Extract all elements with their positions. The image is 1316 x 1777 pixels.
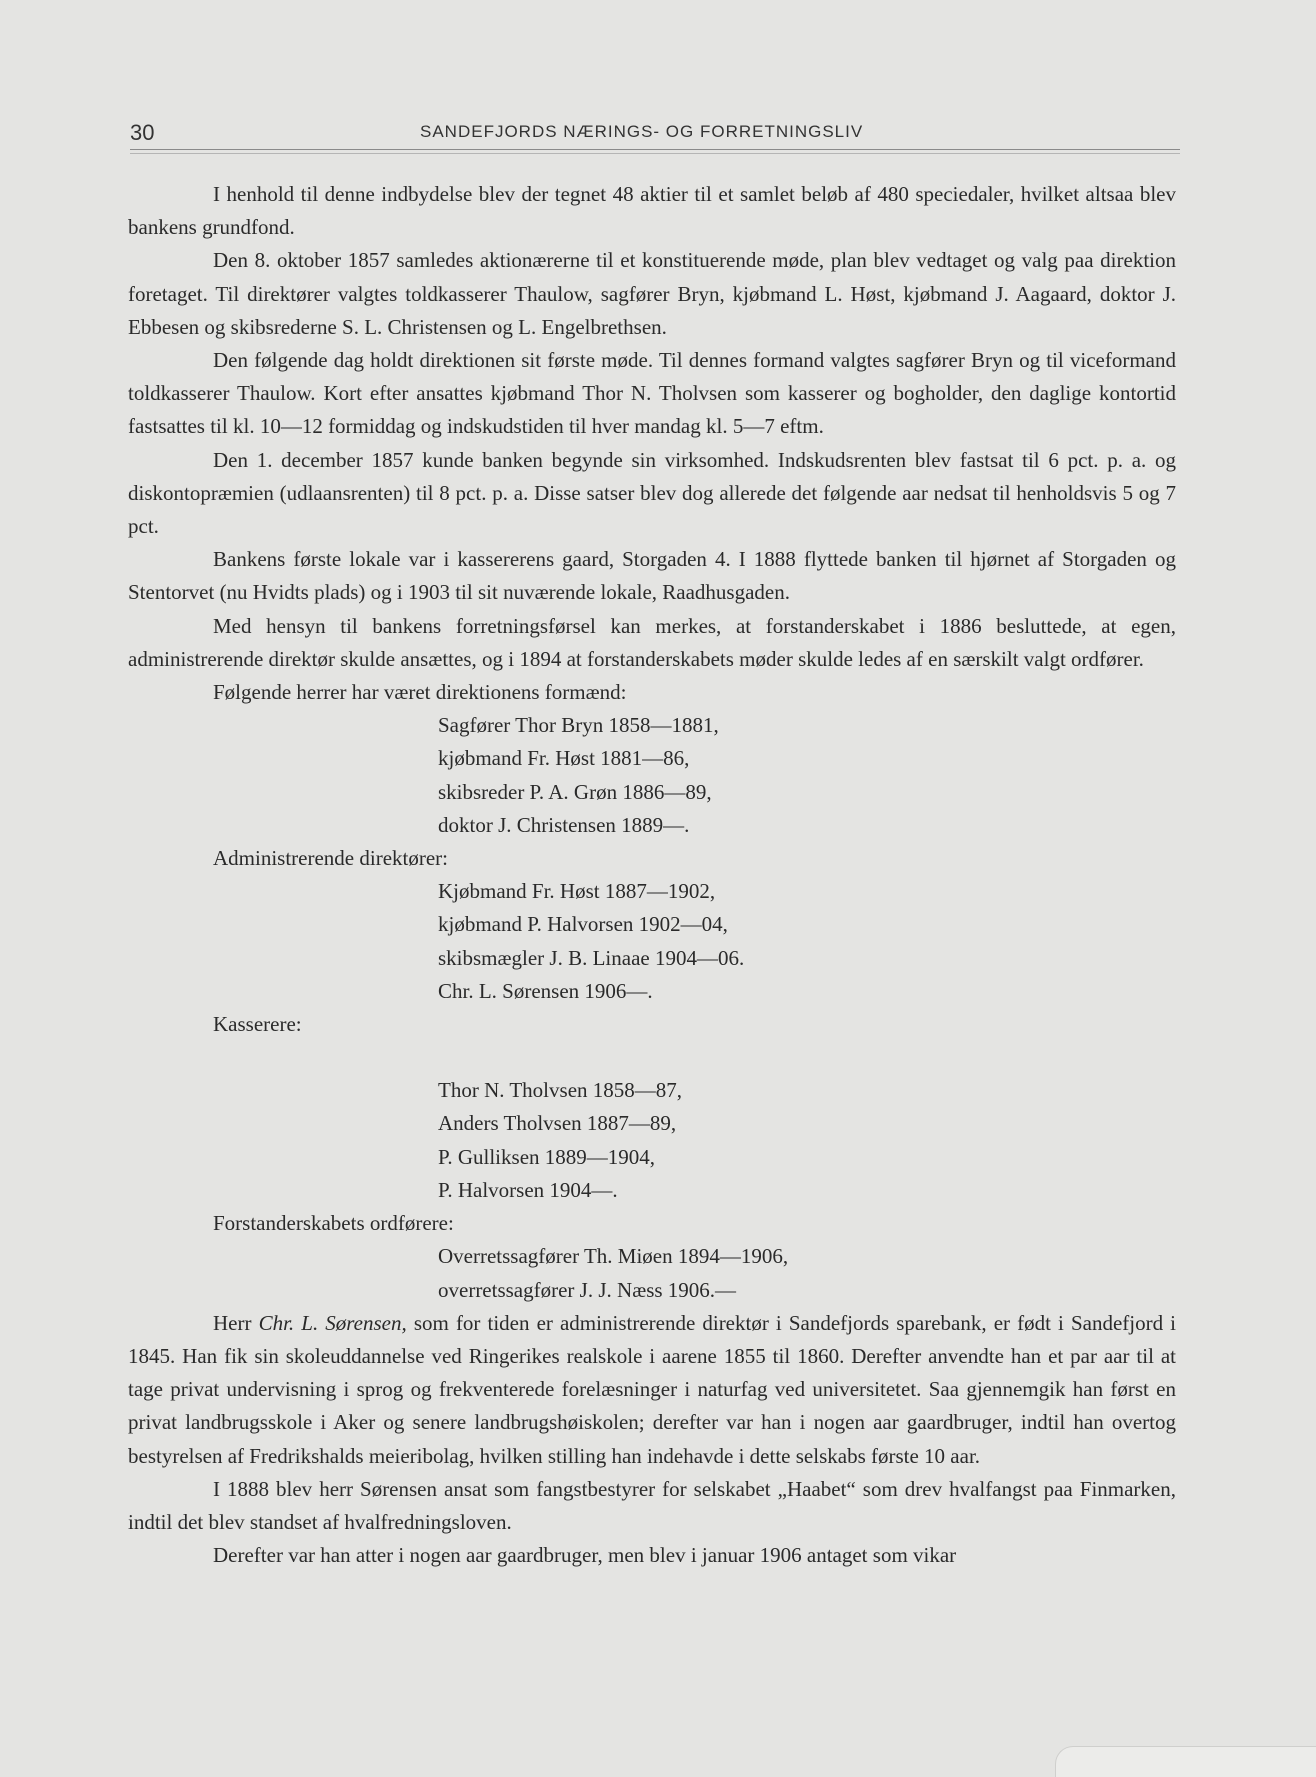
- paragraph-sorensen: [128, 1307, 1176, 1473]
- ordforere-list: [128, 1240, 1176, 1306]
- paragraph-rest: som for tiden er administrerende direktør i Sandefjords sparebank, er født i Sandefjord i 1845. Han fik sin skoleuddannelse ved Ringerikes realskole i aarene 1855 til 1860. Derefter anvendte han et par aar til at tage privat undervisning i sprog og frekventerede forelæsninger i naturfag ved universitetet. Saa gjennemgik han først en privat landbrugsskole i Aker og senere landbrugshøiskolen; derefter var han i nogen aar gaardbruger, indtil han overtog bestyrelsen af Fredrikshalds meieribolag, hvilken stilling han indehavde i dette selskabs første 10 aar.: [128, 1310, 1177, 1468]
- page-number: 30: [130, 120, 155, 145]
- kasserere-list: [128, 1074, 1176, 1207]
- body-text: [128, 178, 1176, 1572]
- scan-corner-edge: [1055, 1746, 1316, 1777]
- list-item: P. Halvorsen 1904—.: [438, 1177, 618, 1202]
- paragraph-start: Herr: [213, 1310, 252, 1335]
- list-item: skibsreder P. A. Grøn 1886—89,: [438, 779, 712, 804]
- paragraph: Den 8. oktober 1857 samledes aktionærerne til et konstituerende møde, plan blev vedtaget og valg paa direktion foretaget. Til direktører valgtes toldkasserer Thaulow, sagfører Bryn, kjøbmand L. Høst, kjøbmand J. Aagaard, doktor J. Ebbesen og skibsrederne S. L. Christensen og L. Engelbrethsen.: [128, 248, 1176, 339]
- paragraph: Derefter var han atter i nogen aar gaardbruger, men blev i januar 1906 antaget som vikar: [213, 1543, 957, 1568]
- paragraph: I henhold til denne indbydelse blev der tegnet 48 aktier til et samlet beløb af 480 speciedaler, hvilket altsaa blev bankens grundfond.: [128, 182, 1176, 240]
- paragraph: Med hensyn til bankens forretningsførsel kan merkes, at forstanderskabet i 1886 besluttede, at egen, administrerende direktør skulde ansættes, og i 1894 at forstanderskabets møder skulde ledes af en særskilt valgt ordfører.: [128, 613, 1176, 671]
- direktorer-label: Administrerende direktører:: [213, 846, 448, 871]
- formaend-list: [128, 709, 1176, 842]
- paragraph: Den følgende dag holdt direktionen sit første møde. Til dennes formand valgtes sagfører Bryn og til viceformand toldkasserer Thaulow. Kort efter ansattes kjøbmand Thor N. Tholvsen som kasserer og bogholder, den daglige kontortid fastsattes til kl. 10—12 formiddag og indskudstiden til hver mandag kl. 5—7 eftm.: [128, 348, 1176, 439]
- paragraph: Den 1. december 1857 kunde banken begynde sin virksomhed. Indskudsrenten blev fastsat til 6 pct. p. a. og diskontopræmien (udlaansrenten) til 8 pct. p. a. Disse satser blev dog allerede det følgende aar nedsat til henholdsvis 5 og 7 pct.: [128, 447, 1176, 539]
- list-item: kjøbmand Fr. Høst 1881—86,: [438, 746, 690, 771]
- list-item: Kjøbmand Fr. Høst 1887—1902,: [438, 879, 716, 904]
- spacer: [128, 1041, 1176, 1074]
- header-rule-secondary: [130, 153, 1180, 154]
- direktorer-list: [128, 875, 1176, 1008]
- running-title: SANDEFJORDS NÆRINGS- OG FORRETNINGSLIV: [420, 122, 864, 141]
- page-header: [130, 120, 1180, 150]
- list-item: Overretssagfører Th. Miøen 1894—1906,: [438, 1244, 789, 1269]
- list-item: overretssagfører J. J. Næss 1906.—: [438, 1277, 737, 1302]
- paragraph: I 1888 blev herr Sørensen ansat som fangstbestyrer for selskabet „Haabet“ som drev hvalfangst paa Finmarken, indtil det blev standset af hvalfredningsloven.: [128, 1476, 1176, 1534]
- list-item: doktor J. Christensen 1889—.: [438, 812, 690, 837]
- formaend-label: Følgende herrer har været direktionens formænd:: [213, 680, 627, 705]
- paragraph: Bankens første lokale var i kassererens gaard, Storgaden 4. I 1888 flyttede banken til hjørnet af Storgaden og Stentorvet (nu Hvidts plads) og i 1903 til sit nuværende lokale, Raadhusgaden.: [128, 547, 1176, 605]
- header-rule: [130, 149, 1180, 150]
- person-name: Chr. L. Sørensen,: [258, 1310, 407, 1335]
- list-item: Thor N. Tholvsen 1858—87,: [438, 1078, 683, 1103]
- list-item: Sagfører Thor Bryn 1858—1881,: [438, 713, 719, 738]
- list-item: skibsmægler J. B. Linaae 1904—06.: [438, 945, 745, 970]
- list-item: Chr. L. Sørensen 1906—.: [438, 978, 653, 1003]
- kasserere-label: Kasserere:: [213, 1012, 302, 1037]
- ordforere-label: Forstanderskabets ordførere:: [213, 1211, 454, 1236]
- list-item: P. Gulliksen 1889—1904,: [438, 1144, 656, 1169]
- list-item: Anders Tholvsen 1887—89,: [438, 1111, 677, 1136]
- list-item: kjøbmand P. Halvorsen 1902—04,: [438, 912, 728, 937]
